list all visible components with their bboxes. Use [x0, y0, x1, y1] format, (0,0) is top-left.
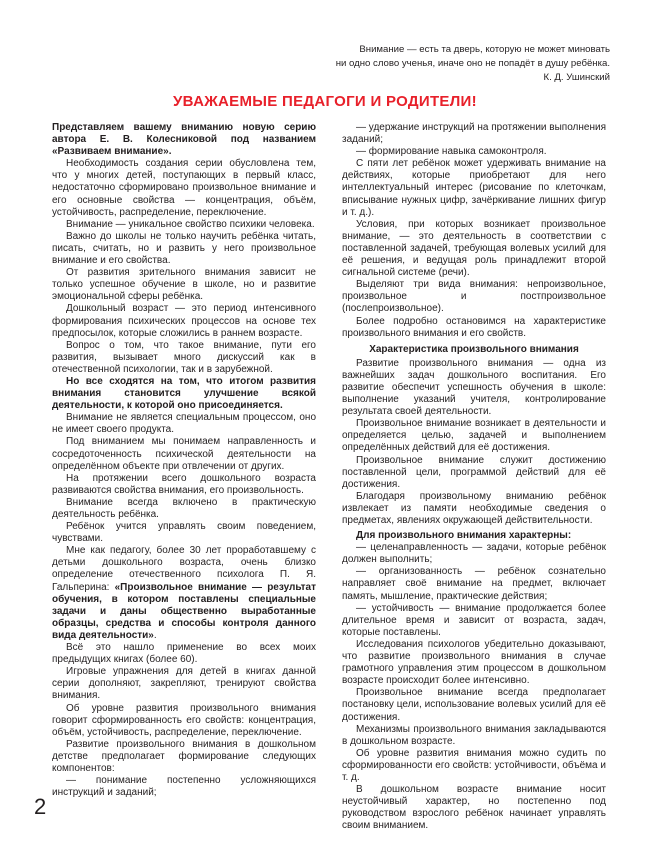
section-heading: Характеристика произвольного внимания: [369, 343, 579, 355]
paragraph: — формирование навыка самоконтроля.: [356, 146, 547, 158]
paragraph: Необходимость создания серии обусловлена тем, что у многих детей, поступающих в первый класс, недостаточно сформировано произвольное внимание и его основные свойства — концентрация, объём, устойчивость, распределение, переключение.: [52, 158, 316, 218]
paragraph: Внимание не является специальным процессом, оно не имеет своего продукта.: [52, 412, 316, 436]
paragraph: — целенаправленность — задачи, которые ребёнок должен выполнить;: [342, 542, 606, 566]
left-column: [52, 122, 316, 799]
paragraph: Важно до школы не только научить ребёнка читать, писать, считать, но и развить у него произвольное внимание и его свойства.: [52, 230, 316, 267]
epigraph-author: К. Д. Ушинский: [543, 72, 610, 84]
paragraph: Произвольное внимание служит достижению поставленной цели, программой действий для её достижения.: [342, 454, 606, 490]
epigraph: [280, 43, 610, 86]
epigraph-line-1: Внимание — есть та дверь, которую не может миновать: [359, 44, 610, 55]
paragraph: Дошкольный возраст — это период интенсивного формирования психических процессов на основе тех предпосылок, которые сложились в раннем возрасте.: [52, 303, 316, 339]
paragraph: Механизмы произвольного внимания закладываются в дошкольном возрасте.: [342, 723, 606, 747]
paragraph: [52, 122, 316, 158]
paragraph: Развитие произвольного внимания в дошкольном детстве предполагает формирование следующих компонентов:: [52, 738, 316, 774]
paragraph: Мне как педагогу, более 30 лет проработавшему с детьми дошкольного возраста, очень близко определение отечественного психолога П. Я. Гальперина: «Произвольное внимание — результат обучения, в котором поставлены специальные задачи и даны общественно выработанные образцы, средства и способы контроля данного вида деятельности».: [52, 545, 316, 641]
paragraph: Об уровне развития внимания можно судить по сформированности его свойств: устойчивости, объёма и т. д.: [342, 747, 606, 783]
paragraph: Благодаря произвольному вниманию ребёнок извлекает из памяти необходимые сведения о предметах, явлениях окружающей действительности.: [342, 490, 606, 526]
paragraph: Ребёнок учится управлять своим поведением, чувствами.: [52, 521, 316, 545]
paragraph: От развития зрительного внимания зависит не только успешное обучение в школе, но и развитие эмоциональной сферы ребёнка.: [52, 267, 316, 303]
paragraph: — понимание постепенно усложняющихся инструкций и заданий;: [52, 775, 316, 799]
paragraph: Внимание всегда включено в практическую деятельность ребёнка.: [52, 496, 316, 520]
paragraph: Вопрос о том, что такое внимание, пути его развития, вызывает много дискуссий как в отечественной психологии, так и в зарубежной.: [52, 339, 316, 375]
paragraph: Игровые упражнения для детей в книгах данной серии дополняют, закрепляют, тренируют свойства внимания.: [52, 666, 316, 702]
paragraph: Выделяют три вида внимания: непроизвольное, произвольное и постпроизвольное (послепроизвольное).: [342, 279, 606, 315]
paragraph: Об уровне развития произвольного внимания говорит сформированность его свойств: концентрация, объём, устойчивость, распределение, переключение.: [52, 702, 316, 738]
paragraph: Произвольное внимание возникает в деятельности и определяется целью, задачей и выполнением определённых действий для её достижения.: [342, 418, 606, 454]
paragraph: — устойчивость — внимание продолжается более длительное время и зависит от возраста, задач, которые поставлены.: [342, 602, 606, 638]
paragraph: Всё это нашло применение во всех моих предыдущих книгах (более 60).: [52, 642, 316, 666]
paragraph: Более подробно остановимся на характеристике произвольного внимания и его свойств.: [342, 315, 606, 339]
bold-text: Но все сходятся на том, что итогом развития внимания становится улучшение всякой деятельности, к которой оно присоединяется.: [52, 375, 316, 412]
page-title: УВАЖАЕМЫЕ ПЕДАГОГИ И РОДИТЕЛИ!: [173, 93, 477, 110]
paragraph: С пяти лет ребёнок может удерживать внимание на действиях, которые приобретают для него интеллектуальный интерес (рисование по клеточкам, вписывание нужных цифр, зачёркивание лишних фигур и т. д.).: [342, 158, 606, 218]
paragraph: Под вниманием мы понимаем направленность и сосредоточенность психической деятельности на определённом объекте при отвлечении от других.: [52, 436, 316, 472]
paragraph: Исследования психологов убедительно доказывают, что развитие произвольного внимания в случае грамотного управления этим процессом в дошкольном возрасте происходит более интенсивно.: [342, 638, 606, 687]
bold-quote: «Произвольное внимание — результат обучения, в котором поставлены специальные задачи и даны общественно выработанные образцы, средства и способы контроля данного вида деятельности»: [52, 581, 316, 641]
paragraph: В дошкольном возрасте внимание носит неустойчивый характер, но постепенно под руководством взрослого ребёнок начинает управлять своим вниманием.: [342, 784, 606, 832]
paragraph: — организованность — ребёнок сознательно направляет своё внимание на предмет, включает память, мышление, практические действия;: [342, 566, 606, 602]
right-column: [342, 122, 606, 832]
epigraph-line-2: ни одно слово ученья, иначе оно не попадёт в душу ребёнка.: [335, 58, 610, 70]
page-number: 2: [34, 794, 47, 819]
paragraph: Условия, при которых возникает произвольное внимание, — это деятельность в соответствии с поставленной задачей, требующая волевых усилий для её решения, и ведущая роль принадлежит второй сигнальной системе (речи).: [342, 218, 606, 279]
paragraph: Внимание — уникальное свойство психики человека.: [66, 218, 315, 230]
paragraph: Произвольное внимание всегда предполагает постановку цели, использование волевых усилий для её достижения.: [342, 687, 606, 723]
paragraph: Развитие произвольного внимания — одна из важнейших задач дошкольного воспитания. Его развитие обеспечит успешность обучения в школе: выполнение указаний учителя, контролирование результата своей деятельности.: [342, 357, 606, 418]
bold-text: Представляем вашему вниманию новую серию автора Е. В. Колесниковой под названием «Развиваем внимание».: [52, 122, 316, 158]
list-heading: Для произвольного внимания характерны:: [356, 530, 572, 542]
paragraph: На протяжении всего дошкольного возраста развиваются свойства внимания, его произвольность.: [52, 472, 316, 496]
paragraph: — удержание инструкций на протяжении выполнения заданий;: [342, 122, 606, 146]
paragraph: [52, 376, 316, 412]
